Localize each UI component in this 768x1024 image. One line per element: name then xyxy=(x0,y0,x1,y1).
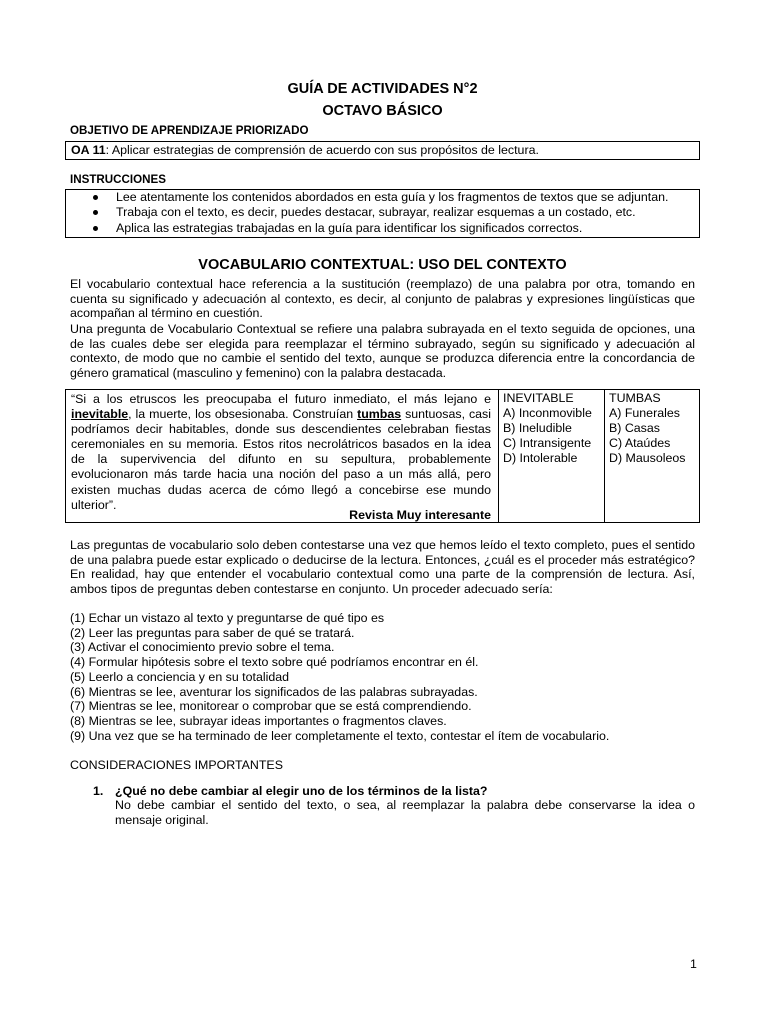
instruction-text: Aplica las estrategias trabajadas en la guía para identificar los significados correctos. xyxy=(116,220,583,235)
consideration-answer: No debe cambiar el sentido del texto, o sea, al reemplazar la palabra debe conservarse la idea o mensaje original. xyxy=(115,798,695,827)
option-item: A) Funerales xyxy=(609,406,680,421)
step-item: (5) Leerlo a conciencia y en su totalidad xyxy=(70,669,290,684)
option-item: C) Ataúdes xyxy=(609,436,671,451)
excerpt-part: , la muerte, los obsesionaba. Construían xyxy=(128,407,358,422)
instructions-list xyxy=(66,190,699,236)
step-item: (3) Activar el conocimiento previo sobre el tema. xyxy=(70,640,335,655)
bullet-icon xyxy=(93,226,98,231)
definition-paragraph: El vocabulario contextual hace referencia a la sustitución (reemplazo) de una palabra por otra, tomando en cuenta su significado y adecuación al contexto, es decir, al conjunto de palabras y expresiones lingüísticas que acompañan al término en cuestión. xyxy=(70,277,695,321)
step-item: (7) Mientras se lee, monitorear o comprobar que se está comprendiendo. xyxy=(70,699,472,714)
considerations-label: CONSIDERACIONES IMPORTANTES xyxy=(70,758,283,772)
option-item: B) Casas xyxy=(609,421,660,436)
excerpt-part: suntuosas, casi podríamos decir habitables, donde sus descendientes celebraban fiestas ceremoniales en su memoria. Estos ritos necrolátricos basados en la idea de la supervivencia del difunto en su sepultura, probablemente evolucionaron más tarde hacia una noción del paso a un más allá, pero existen muchas dudas acerca de cómo llegó a concebirse ese mundo ulterior”. xyxy=(71,407,491,512)
instruction-item xyxy=(66,190,699,205)
option-item: A) Inconmovible xyxy=(503,406,592,421)
instruction-item xyxy=(66,205,699,220)
underlined-word-tumbas: tumbas xyxy=(357,407,402,422)
instructions-box xyxy=(65,189,700,238)
question-number: 1. xyxy=(93,784,104,798)
options-tumbas xyxy=(609,391,685,466)
page-title: GUÍA DE ACTIVIDADES N°2 xyxy=(287,81,478,97)
column-divider xyxy=(604,390,605,522)
question-text: ¿Qué no debe cambiar al elegir uno de los términos de la lista? xyxy=(115,784,488,798)
column-divider xyxy=(498,390,499,522)
strategy-paragraph: Las preguntas de vocabulario solo deben contestarse una vez que hemos leído el texto completo, pues el sentido de una palabra puede estar explicado o deducirse de la lectura. Entonces, ¿cuál es el proceder más estratégico? En realidad, hay que entender el vocabulario contextual como una parte de la comprensión de lectura. Así, ambos tipos de preguntas deben contestarse en conjunto. Un proceder adecuado sería: xyxy=(70,538,695,596)
excerpt-part: “Si a los etruscos les preocupaba el futuro inmediato, el más lejano e xyxy=(71,392,491,406)
objective-label: OBJETIVO DE APRENDIZAJE PRIORIZADO xyxy=(70,124,309,137)
excerpt-source: Revista Muy interesante xyxy=(349,508,491,522)
option-item: C) Intransigente xyxy=(503,436,592,451)
page-number: 1 xyxy=(690,957,697,971)
bullet-icon xyxy=(93,210,98,215)
page-subtitle: OCTAVO BÁSICO xyxy=(322,103,443,119)
question-explanation-paragraph: Una pregunta de Vocabulario Contextual se refiere una palabra subrayada en el texto seguida de opciones, una de las cuales debe ser elegida para reemplazar el término subrayado, según su significado y adecuación al contexto, de modo que no cambie el sentido del texto, aunque se produzca diferencia entre la concordancia de género gramatical (masculino y femenino) con la palabra destacada. xyxy=(70,322,695,380)
option-item: B) Ineludible xyxy=(503,421,572,436)
objective-code: OA 11 xyxy=(71,143,106,157)
step-item: (1) Echar un vistazo al texto y preguntarse de qué tipo es xyxy=(70,611,385,625)
instruction-item xyxy=(66,221,699,236)
steps-list xyxy=(70,611,695,743)
option-item: D) Intolerable xyxy=(503,451,578,466)
underlined-word-inevitable: inevitable xyxy=(71,407,129,422)
section-title: VOCABULARIO CONTEXTUAL: USO DEL CONTEXTO xyxy=(198,257,567,273)
step-item: (2) Leer las preguntas para saber de qué se tratará. xyxy=(70,625,355,640)
excerpt-text xyxy=(71,392,491,513)
instructions-label: INSTRUCCIONES xyxy=(70,173,166,186)
options-inevitable xyxy=(503,391,592,466)
option-item: D) Mausoleos xyxy=(609,451,686,466)
step-item: (6) Mientras se lee, aventurar los significados de las palabras subrayadas. xyxy=(70,684,478,699)
instruction-text: Trabaja con el texto, es decir, puedes destacar, subrayar, realizar esquemas a un costado, etc. xyxy=(116,205,636,220)
step-item: (4) Formular hipótesis sobre el texto sobre qué podríamos encontrar en él. xyxy=(70,655,479,670)
options-header: TUMBAS xyxy=(609,391,661,405)
options-header: INEVITABLE xyxy=(503,391,574,405)
bullet-icon xyxy=(93,195,98,200)
instruction-text: Lee atentamente los contenidos abordados en esta guía y los fragmentos de textos que se adjuntan. xyxy=(116,190,669,204)
consideration-question xyxy=(93,784,488,799)
step-item: (8) Mientras se lee, subrayar ideas importantes o fragmentos claves. xyxy=(70,713,447,728)
step-item: (9) Una vez que se ha terminado de leer completamente el texto, contestar el ítem de vocabulario. xyxy=(70,728,610,743)
objective-text: : Aplicar estrategias de comprensión de acuerdo con sus propósitos de lectura. xyxy=(105,143,539,157)
objective-box xyxy=(65,141,700,160)
excerpt-table xyxy=(65,389,700,523)
